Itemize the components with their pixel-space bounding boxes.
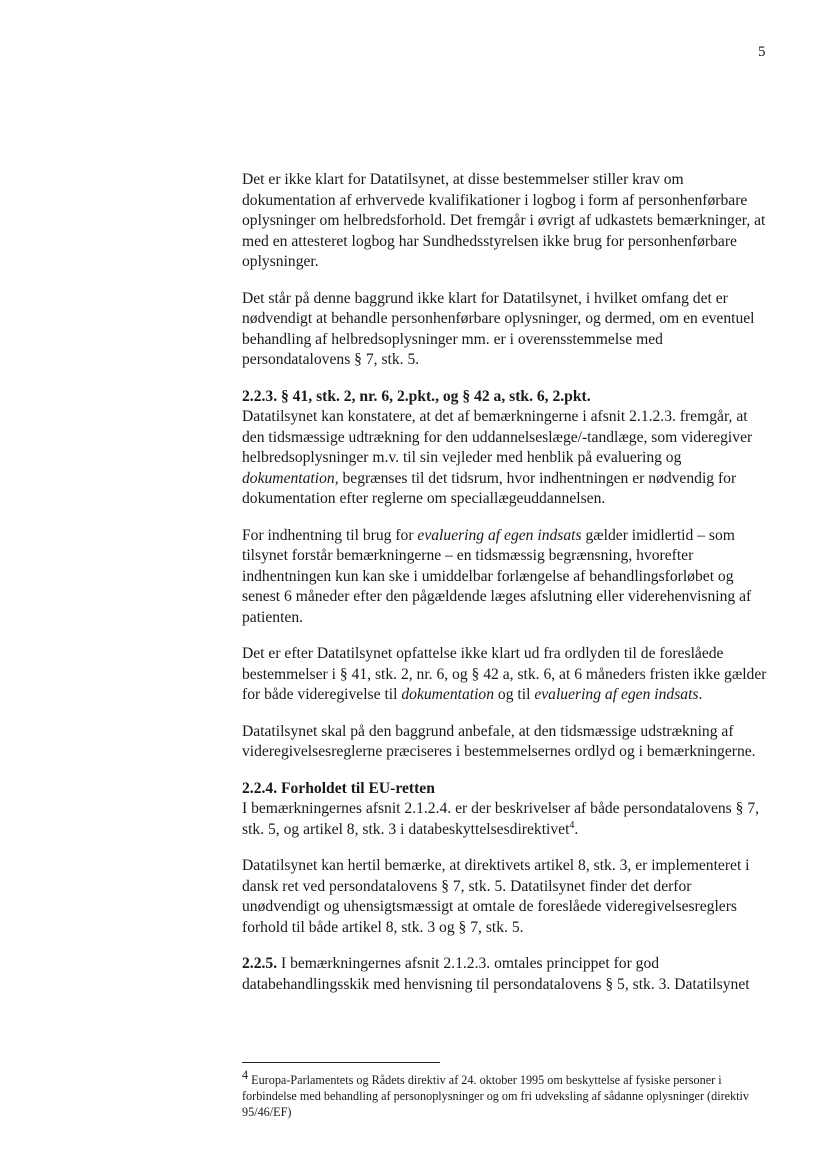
paragraph-4 [242, 526, 772, 629]
paragraph-5-part-a: Det er efter Datatilsynet opfattelse ikke klart ud fra ordlyden til de foreslåede bestemmelser i § 41, stk. 2, nr. 6, og § 42 a, stk. 6, at 6 måneders fristen ikke gælder for både videregivelse til [242, 645, 767, 703]
paragraph-7-part-a: I bemærkningernes afsnit 2.1.2.4. er der beskrivelser af både persondatalovens § 7, stk. 5, og artikel 8, stk. 3 i databeskyttelsesdirektivet [242, 800, 760, 838]
paragraph-3-emphasis: dokumentation [242, 469, 335, 487]
paragraph-3-part-b: , begrænses til det tidsrum, hvor indhentningen er nødvendig for dokumentation efter reglerne om speciallægeuddannelsen. [242, 469, 737, 507]
section-heading-2-2-3: 2.2.3. § 41, stk. 2, nr. 6, 2.pkt., og § 42 a, stk. 6, 2.pkt. [242, 387, 591, 405]
paragraph-2: Det står på denne baggrund ikke klart for Datatilsynet, i hvilket omfang det er nødvendigt at behandle personhenførbare oplysninger, og dermed, om en eventuel behandling af helbredsoplysninger mm. er i overensstemmelse med persondatalovens § 7, stk. 5. [242, 289, 755, 368]
footnote [242, 1067, 772, 1120]
paragraph-1: Det er ikke klart for Datatilsynet, at disse bestemmelser stiller krav om dokumentation af erhvervede kvalifikationer i logbog i form af personhenførbare oplysninger om helbredsforhold. Det fremgår i øvrigt af udkastets bemærkninger, at med en attesteret logbog har Sundhedsstyrelsen ikke brug for personhenførbare oplysninger. [242, 171, 766, 270]
paragraph-5-emphasis-2: evaluering af egen indsats [534, 686, 699, 703]
document-body [242, 170, 772, 1011]
section-heading-2-2-5: 2.2.5. [242, 955, 278, 972]
footnote-number: 4 [242, 1067, 249, 1082]
paragraph-5 [242, 644, 772, 706]
footnote-reference: 4 [569, 819, 575, 831]
paragraph-7-part-b: . [574, 820, 579, 838]
section-2-2-5 [242, 954, 772, 995]
paragraph-4-emphasis: evaluering af egen indsats [417, 526, 582, 544]
footnote-text: Europa-Parlamentets og Rådets direktiv af 24. oktober 1995 om beskyttelse af fysiske personer i forbindelse med behandling af personoplysninger og om fri udveksling af sådanne oplysninger (direktiv 95/46/EF) [242, 1073, 750, 1119]
page-number: 5 [758, 44, 766, 60]
paragraph-9: I bemærkningernes afsnit 2.1.2.3. omtales princippet for god databehandlingsskik med henvisning til persondatalovens § 5, stk. 3. Datatilsynet [242, 955, 750, 993]
paragraph-4-part-b: gælder imidlertid – som tilsynet forstår bemærkningerne – en tidsmæssig begrænsning, hvorefter indhentningen kun kan ske i umiddelbar forlængelse af behandlingsforløbet og senest 6 måneder efter den pågældende læges afslutning eller viderehenvisning af patienten. [242, 526, 752, 626]
footnote-separator [242, 1062, 440, 1063]
section-2-2-4 [242, 779, 772, 841]
paragraph-8: Datatilsynet kan hertil bemærke, at direktivets artikel 8, stk. 3, er implementeret i dansk ret ved persondatalovens § 7, stk. 5. Datatilsynet finder det derfor unødvendigt og uhensigtsmæssigt at omtale de foreslåede videregivelsesreglers forhold til både artikel 8, stk. 3 og § 7, stk. 5. [242, 857, 750, 936]
paragraph-5-emphasis-1: dokumentation [401, 686, 495, 703]
paragraph-3-part-a: Datatilsynet kan konstatere, at det af bemærkningerne i afsnit 2.1.2.3. fremgår, at den tidsmæssige udtrækning for den uddannelseslæge/-tandlæge, som videregiver helbredsoplysninger m.v. til sin vejleder med henblik på evaluering og [242, 408, 753, 466]
section-2-2-3 [242, 387, 772, 510]
paragraph-5-part-b: . [698, 686, 703, 703]
paragraph-6: Datatilsynet skal på den baggrund anbefale, at den tidsmæssige udstrækning af videregivelsesreglerne præciseres i bestemmelsernes ordlyd og i bemærkningerne. [242, 722, 756, 760]
paragraph-4-part-a: For indhentning til brug for [242, 526, 418, 544]
section-heading-2-2-4: 2.2.4. Forholdet til EU-retten [242, 779, 435, 797]
paragraph-5-middle: og til [494, 686, 535, 703]
